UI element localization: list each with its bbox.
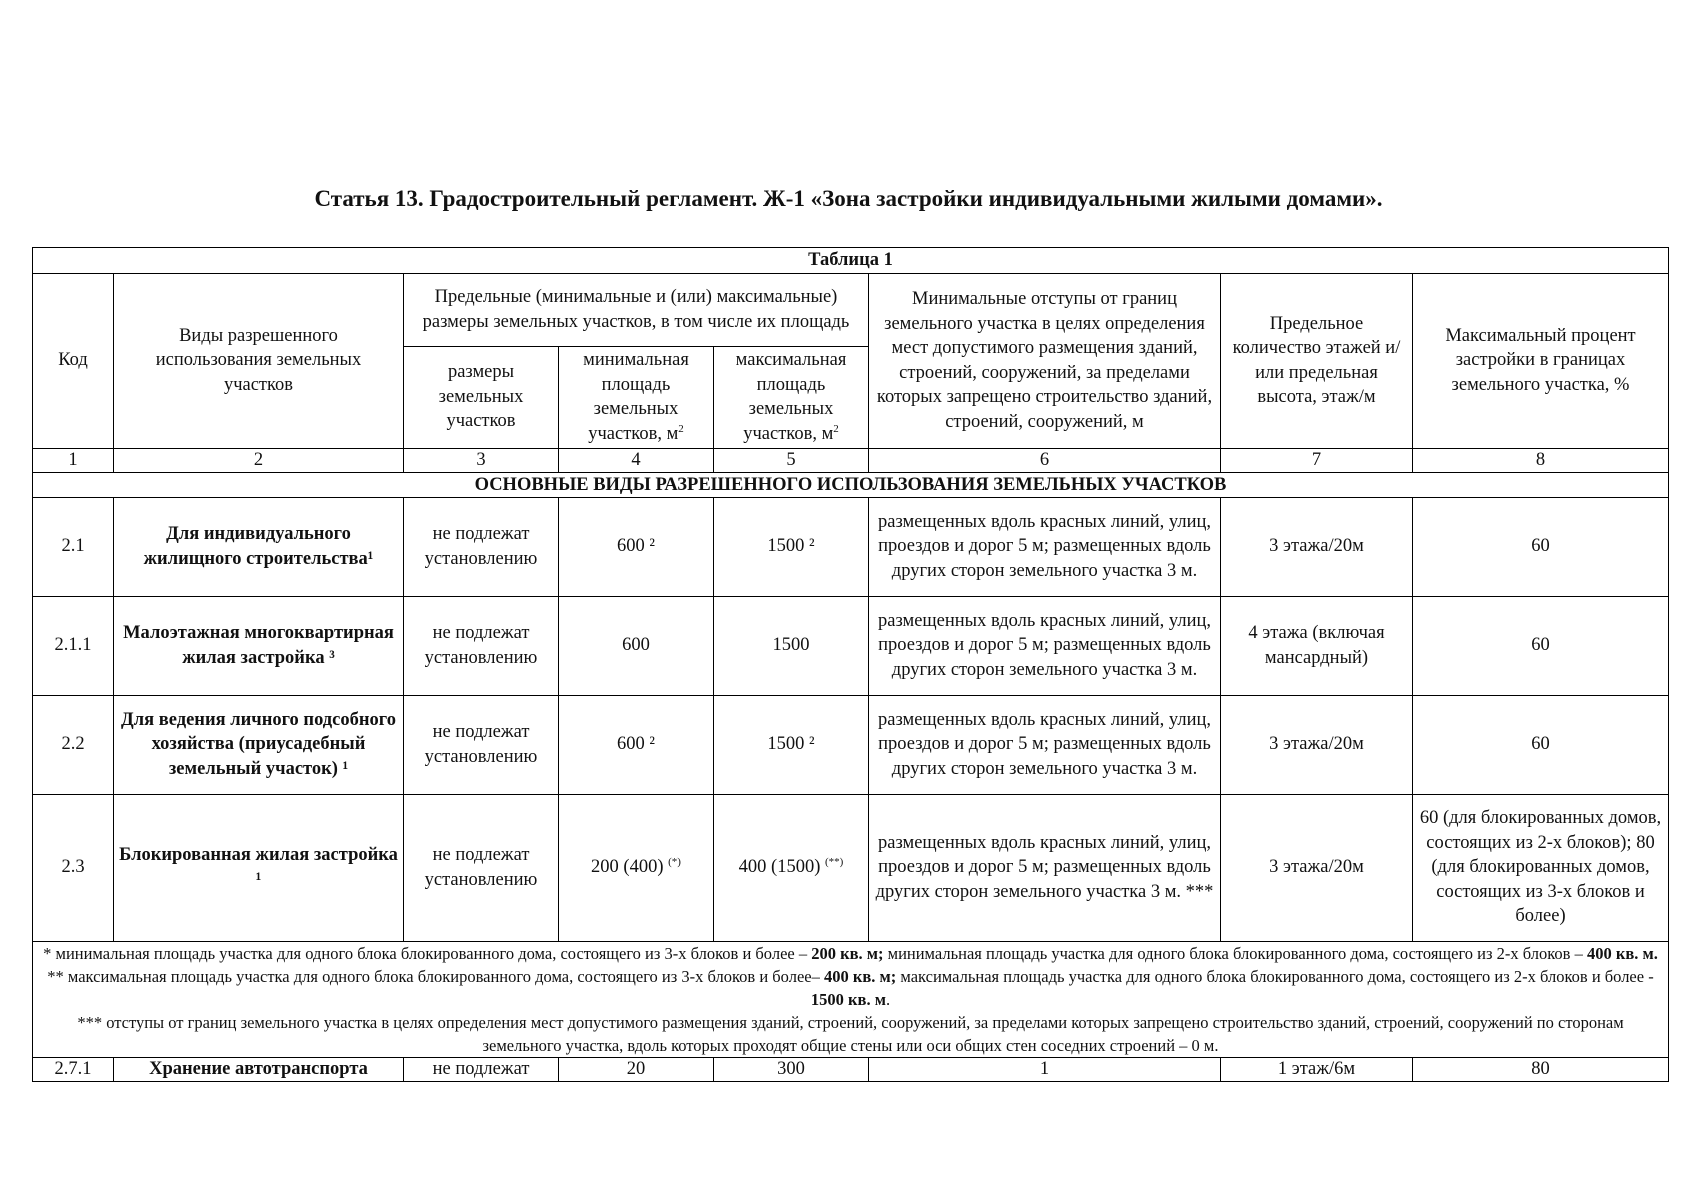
col-number: 4 <box>559 448 714 472</box>
footnotes-row <box>33 941 1669 1057</box>
row-sizes: не подлежат установлению <box>404 695 559 794</box>
row-sizes: не подлежат установлению <box>404 794 559 941</box>
col-number: 8 <box>1413 448 1669 472</box>
row-offsets: 1 <box>869 1057 1221 1081</box>
header-code: Код <box>33 273 114 448</box>
row-sizes: не подлежат установлению <box>404 497 559 596</box>
row-name: Для ведения личного подсобного хозяйства (приусадебный земельный участок) ¹ <box>114 695 404 794</box>
footnote-bold: 200 кв. м; <box>811 943 884 963</box>
row-sizes: не подлежат <box>404 1057 559 1081</box>
row-code: 2.1 <box>33 497 114 596</box>
header-max-area <box>714 346 869 448</box>
row-percent: 60 <box>1413 695 1669 794</box>
row-floors: 3 этажа/20м <box>1221 695 1413 794</box>
row-min-area: 600 ² <box>559 695 714 794</box>
column-numbers-row <box>33 448 1669 472</box>
row-code: 2.1.1 <box>33 596 114 695</box>
square-superscript: 2 <box>678 422 684 435</box>
row-percent: 60 <box>1413 497 1669 596</box>
row-percent: 60 (для блокированных домов, состоящих из 2-х блоков); 80 (для блокированных домов, состоящих из 3-х блоков и более) <box>1413 794 1669 941</box>
row-code: 2.3 <box>33 794 114 941</box>
footnote-1 <box>38 942 1663 965</box>
row-floors: 3 этажа/20м <box>1221 794 1413 941</box>
row-floors: 3 этажа/20м <box>1221 497 1413 596</box>
section-row <box>33 472 1669 497</box>
row-percent: 80 <box>1413 1057 1669 1081</box>
row-offsets: размещенных вдоль красных линий, улиц, проездов и дорог 5 м; размещенных вдоль других сторон земельного участка 3 м. <box>869 596 1221 695</box>
header-floors: Предельное количество этажей и/или предельная высота, этаж/м <box>1221 273 1413 448</box>
row-min-area: 20 <box>559 1057 714 1081</box>
row-percent: 60 <box>1413 596 1669 695</box>
row-min-area: 600 <box>559 596 714 695</box>
row-offsets: размещенных вдоль красных линий, улиц, проездов и дорог 5 м; размещенных вдоль других сторон земельного участка 3 м. <box>869 695 1221 794</box>
row-min-area <box>559 794 714 941</box>
row-name: Для индивидуального жилищного строительства¹ <box>114 497 404 596</box>
footnote-text: минимальная площадь участка для одного блока блокированного дома, состоящего из 2-х блоков – <box>883 943 1587 963</box>
footnotes <box>33 941 1669 1057</box>
header-types: Виды разрешенного использования земельных участков <box>114 273 404 448</box>
row-floors: 4 этажа (включая мансардный) <box>1221 596 1413 695</box>
row-code: 2.2 <box>33 695 114 794</box>
header-min-area-label: минимальная площадь земельных участков, м <box>583 350 689 444</box>
footnote-2 <box>38 965 1663 1011</box>
footnote-text: максимальная площадь участка для одного блока блокированного дома, состоящего из 2-х блоков и более - <box>896 966 1654 986</box>
footnote-text: * минимальная площадь участка для одного блока блокированного дома, состоящего из 3-х блоков и более – <box>43 943 812 963</box>
table-row <box>33 1057 1669 1081</box>
section-title: ОСНОВНЫЕ ВИДЫ РАЗРЕШЕННОГО ИСПОЛЬЗОВАНИЯ ЗЕМЕЛЬНЫХ УЧАСТКОВ <box>33 472 1669 497</box>
footnote-mark: (**) <box>825 856 844 869</box>
col-number: 5 <box>714 448 869 472</box>
row-min-area: 600 ² <box>559 497 714 596</box>
header-sizes: размеры земельных участков <box>404 346 559 448</box>
table-row <box>33 695 1669 794</box>
row-offsets: размещенных вдоль красных линий, улиц, проездов и дорог 5 м; размещенных вдоль других сторон земельного участка 3 м. <box>869 497 1221 596</box>
square-superscript: 2 <box>833 422 839 435</box>
header-offsets: Минимальные отступы от границ земельного участка в целях определения мест допустимого размещения зданий, строений, сооружений, за пределами которых запрещено строительство зданий, строений, сооружений, м <box>869 273 1221 448</box>
row-floors: 1 этаж/6м <box>1221 1057 1413 1081</box>
table-caption: Таблица 1 <box>33 248 1669 274</box>
col-number: 7 <box>1221 448 1413 472</box>
table-row <box>33 794 1669 941</box>
row-max-area: 1500 <box>714 596 869 695</box>
row-name: Хранение автотранспорта <box>114 1057 404 1081</box>
row-name: Блокированная жилая застройка ¹ <box>114 794 404 941</box>
col-number: 3 <box>404 448 559 472</box>
row-max-area: 1500 ² <box>714 497 869 596</box>
regulation-table <box>32 247 1669 1082</box>
row-max-area: 300 <box>714 1057 869 1081</box>
footnote-text: . <box>885 989 891 1009</box>
row-sizes: не подлежат установлению <box>404 596 559 695</box>
page-title: Статья 13. Градостроительный регламент. Ж-1 «Зона застройки индивидуальными жилыми домами». <box>314 186 1383 211</box>
col-number: 1 <box>33 448 114 472</box>
footnote-3: *** отступы от границ земельного участка в целях определения мест допустимого размещения зданий, строений, сооружений, за пределами которых запрещено строительство зданий, строений, сооружений по сторонам земельного участка, вдоль которых проходят общие стены или оси общих стен соседних строений – 0 м. <box>77 1012 1624 1055</box>
row-offsets: размещенных вдоль красных линий, улиц, проездов и дорог 5 м; размещенных вдоль других сторон земельного участка 3 м. *** <box>869 794 1221 941</box>
table-caption-row <box>33 248 1669 274</box>
col-number: 6 <box>869 448 1221 472</box>
header-max-area-label: максимальная площадь земельных участков, м <box>735 350 847 444</box>
footnote-bold: 1500 кв. м <box>810 989 886 1009</box>
row-max-area-value: 400 (1500) <box>738 857 821 878</box>
row-name: Малоэтажная многоквартирная жилая застройка ³ <box>114 596 404 695</box>
row-max-area <box>714 794 869 941</box>
footnote-mark: (*) <box>668 856 681 869</box>
footnote-bold: 400 кв. м. <box>1586 943 1658 963</box>
row-max-area: 1500 ² <box>714 695 869 794</box>
header-min-area <box>559 346 714 448</box>
row-min-area-value: 200 (400) <box>591 857 664 878</box>
header-percent: Максимальный процент застройки в границах земельного участка, % <box>1413 273 1669 448</box>
table-row <box>33 497 1669 596</box>
col-number: 2 <box>114 448 404 472</box>
header-limits: Предельные (минимальные и (или) максимальные) размеры земельных участков, в том числе их площадь <box>404 273 869 346</box>
table-row <box>33 596 1669 695</box>
row-code: 2.7.1 <box>33 1057 114 1081</box>
footnote-bold: 400 кв. м; <box>823 966 897 986</box>
footnote-text: ** максимальная площадь участка для одного блока блокированного дома, состоящего из 3-х блоков и более– <box>47 966 824 986</box>
header-row-1 <box>33 273 1669 346</box>
